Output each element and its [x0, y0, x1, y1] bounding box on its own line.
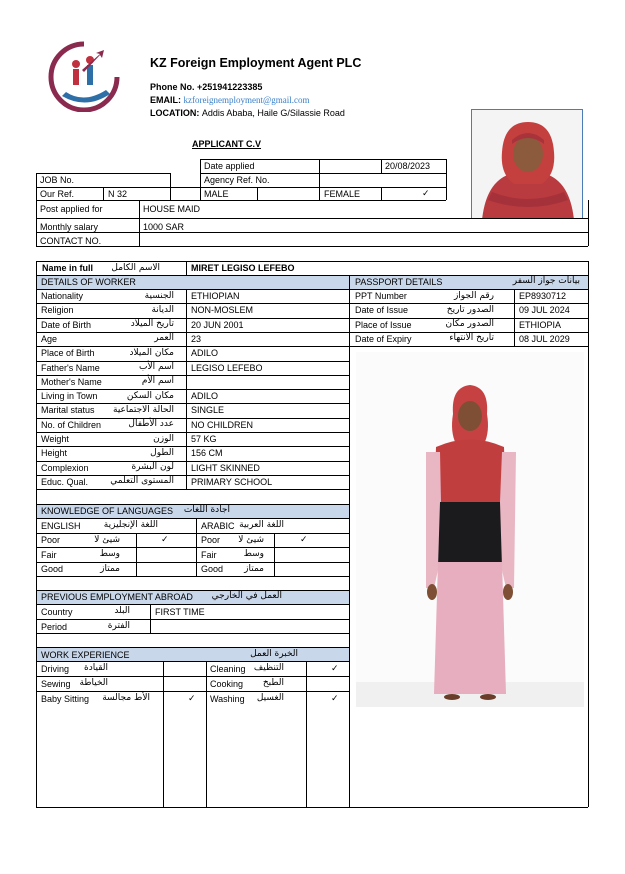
- detail-value: ADILO: [191, 391, 219, 402]
- detail-label: Complexion: [41, 462, 89, 473]
- detail-label-ar: اسم الأب: [139, 362, 174, 372]
- experience-heading: WORK EXPERIENCE: [41, 650, 130, 660]
- detail-label: Date of Birth: [41, 319, 92, 330]
- detail-value: 20 JUN 2001: [191, 319, 244, 330]
- english-level-label-ar: شيئ لا: [94, 534, 120, 545]
- location-value: Addis Ababa, Haile G/Silassie Road: [201, 108, 345, 118]
- passport-value: 09 JUL 2024: [519, 305, 570, 316]
- period-label-ar: الفترة: [107, 621, 130, 631]
- location-label: LOCATION:: [150, 108, 200, 118]
- passport-heading-ar: بيانات جواز السفر: [512, 276, 580, 286]
- arabic-label-ar: اللغة العربية: [239, 520, 284, 530]
- arabic-level-check: ✓: [300, 534, 308, 544]
- skill-label: Cooking: [210, 679, 244, 689]
- kz-logo-icon: [46, 40, 122, 112]
- languages-heading: KNOWLEDGE OF LANGUAGES: [41, 506, 174, 516]
- skill-label: Driving: [41, 664, 70, 674]
- skill-check: ✓: [188, 693, 196, 703]
- english-label: ENGLISH: [41, 521, 81, 531]
- detail-label: Mother's Name: [41, 376, 102, 387]
- detail-label-ar: الديانة: [151, 304, 174, 315]
- our-ref-label: Our Ref.: [40, 189, 75, 199]
- previous-heading-ar: العمل في الخارجي: [211, 591, 282, 601]
- detail-label-ar: لون البشرة: [131, 462, 174, 473]
- detail-value: LEGISO LEFEBO: [191, 362, 263, 373]
- post-value: HOUSE MAID: [143, 204, 201, 214]
- english-level-label: Fair: [41, 549, 57, 560]
- cv-title: APPLICANT C.V: [192, 139, 262, 149]
- detail-label-ar: الجنسية: [144, 290, 174, 301]
- details-heading: DETAILS OF WORKER: [41, 277, 136, 287]
- passport-label: PPT Number: [355, 291, 407, 301]
- detail-label: Nationality: [41, 291, 84, 301]
- english-level-label-ar: ممتاز: [100, 563, 120, 574]
- detail-label: Weight: [41, 434, 69, 444]
- detail-label-ar: الحالة الاجتماعية: [113, 404, 174, 415]
- detail-label: Marital status: [41, 405, 95, 416]
- male-label: MALE: [204, 189, 229, 199]
- passport-label: Place of Issue: [355, 319, 412, 330]
- passport-heading: PASSPORT DETAILS: [355, 277, 443, 287]
- english-level-label: Poor: [41, 535, 61, 545]
- phone-value: +251941223385: [197, 82, 263, 92]
- arabic-level-label: Poor: [201, 535, 221, 545]
- applicant-full-body-photo: [356, 352, 584, 707]
- detail-value: LIGHT SKINNED: [191, 462, 260, 473]
- applicant-portrait-photo: [471, 109, 583, 219]
- female-check: ✓: [422, 188, 430, 198]
- arabic-level-label-ar: شيئ لا: [238, 534, 264, 545]
- detail-label-ar: عدد الأطفال: [128, 419, 174, 430]
- skill-check: ✓: [331, 663, 339, 673]
- country-label-ar: البلد: [114, 606, 130, 616]
- skill-label: Sewing: [41, 679, 71, 689]
- name-value: MIRET LEGISO LEFEBO: [191, 263, 295, 273]
- skill-label-ar: الأط مجالسة: [102, 693, 150, 703]
- salary-value: 1000 SAR: [143, 222, 185, 232]
- contact-label: CONTACT NO.: [40, 236, 102, 246]
- our-ref-value: N 32: [108, 189, 128, 199]
- detail-value: SINGLE: [191, 405, 225, 416]
- detail-value: NO CHILDREN: [191, 419, 254, 430]
- experience-heading-ar: الخبرة العمل: [250, 649, 298, 659]
- passport-label-ar: الصدور تاريخ: [446, 304, 494, 315]
- languages-heading-ar: اجادة اللغات: [183, 505, 230, 515]
- date-applied-label: Date applied: [204, 161, 255, 171]
- email-label: EMAIL:: [150, 95, 181, 105]
- passport-value: EP8930712: [519, 291, 567, 301]
- company-name: KZ Foreign Employment Agent PLC: [150, 56, 362, 70]
- detail-value: ADILO: [191, 348, 219, 359]
- passport-value: 08 JUL 2029: [519, 333, 570, 344]
- detail-label: Religion: [41, 305, 74, 316]
- detail-label: Age: [41, 333, 58, 344]
- detail-label: Place of Birth: [41, 348, 95, 359]
- detail-label: Father's Name: [41, 362, 100, 373]
- detail-value: ETHIOPIAN: [191, 291, 240, 301]
- previous-heading: PREVIOUS EMPLOYMENT ABROAD: [41, 592, 193, 602]
- agency-ref-label: Agency Ref. No.: [204, 175, 270, 185]
- detail-value: 23: [191, 333, 202, 344]
- skill-label-ar: الطبخ: [262, 678, 284, 688]
- salary-label: Monthly salary: [40, 222, 99, 232]
- country-label: Country: [41, 607, 73, 617]
- detail-value: PRIMARY SCHOOL: [191, 476, 273, 487]
- passport-label-ar: تاريخ الانتهاء: [449, 333, 494, 344]
- name-label: Name in full: [42, 263, 94, 273]
- skill-label-ar: التنظيف: [253, 663, 284, 673]
- post-label: Post applied for: [40, 204, 103, 214]
- detail-label: No. of Children: [41, 419, 102, 430]
- phone-line: [150, 82, 262, 93]
- detail-label-ar: العمر: [154, 333, 174, 344]
- female-label: FEMALE: [324, 189, 361, 199]
- email-link[interactable]: kzforeignemployment@gmail.com: [183, 95, 310, 105]
- skill-label: Baby Sitting: [41, 694, 90, 704]
- company-logo: [46, 40, 122, 112]
- skill-label-ar: الغسيل: [256, 693, 284, 703]
- detail-value: NON-MOSLEM: [191, 305, 254, 316]
- passport-label: Date of Issue: [355, 305, 409, 316]
- job-no-label: JOB No.: [40, 175, 75, 185]
- skill-label: Washing: [210, 694, 245, 704]
- detail-label-ar: اسم الأم: [141, 376, 174, 387]
- arabic-level-label: Good: [201, 564, 224, 574]
- skill-label-ar: الخياطة: [79, 678, 108, 688]
- location-line: [150, 108, 345, 119]
- detail-label-ar: تاريخ الميلاد: [130, 319, 174, 330]
- detail-value: 156 CM: [191, 448, 223, 459]
- detail-label-ar: مكان السكن: [126, 390, 174, 401]
- arabic-level-label-ar: ممتاز: [244, 563, 264, 574]
- country-value: FIRST TIME: [155, 607, 205, 617]
- passport-label: Date of Expiry: [355, 333, 412, 344]
- detail-label: Living in Town: [41, 391, 98, 402]
- detail-label-ar: الطول: [150, 447, 174, 458]
- passport-value: ETHIOPIA: [519, 319, 562, 330]
- detail-label-ar: المستوى التعلمي: [110, 476, 174, 487]
- name-label-ar: الاسم الكامل: [111, 263, 160, 273]
- passport-label-ar: رقم الجواز: [453, 290, 494, 301]
- date-applied-value: 20/08/2023: [385, 161, 431, 171]
- detail-label-ar: مكان الميلاد: [129, 347, 174, 358]
- english-label-ar: اللغة الإنجليزية: [103, 520, 158, 530]
- detail-label: Height: [41, 448, 68, 459]
- skill-label: Cleaning: [210, 664, 246, 674]
- english-level-check: ✓: [161, 534, 169, 544]
- phone-label: Phone No.: [150, 82, 195, 92]
- period-label: Period: [41, 622, 68, 632]
- detail-label-ar: الوزن: [153, 433, 174, 444]
- detail-label: Educ. Qual.: [41, 476, 89, 487]
- skill-label-ar: القيادة: [84, 663, 108, 673]
- arabic-level-label-ar: وسط: [243, 549, 264, 559]
- english-level-label-ar: وسط: [99, 549, 120, 559]
- detail-value: 57 KG: [191, 434, 217, 444]
- email-line: [150, 95, 310, 106]
- passport-label-ar: الصدور مكان: [445, 319, 494, 330]
- arabic-level-label: Fair: [201, 549, 217, 560]
- english-level-label: Good: [41, 564, 64, 574]
- arabic-label: ARABIC: [201, 521, 235, 531]
- skill-check: ✓: [331, 693, 339, 703]
